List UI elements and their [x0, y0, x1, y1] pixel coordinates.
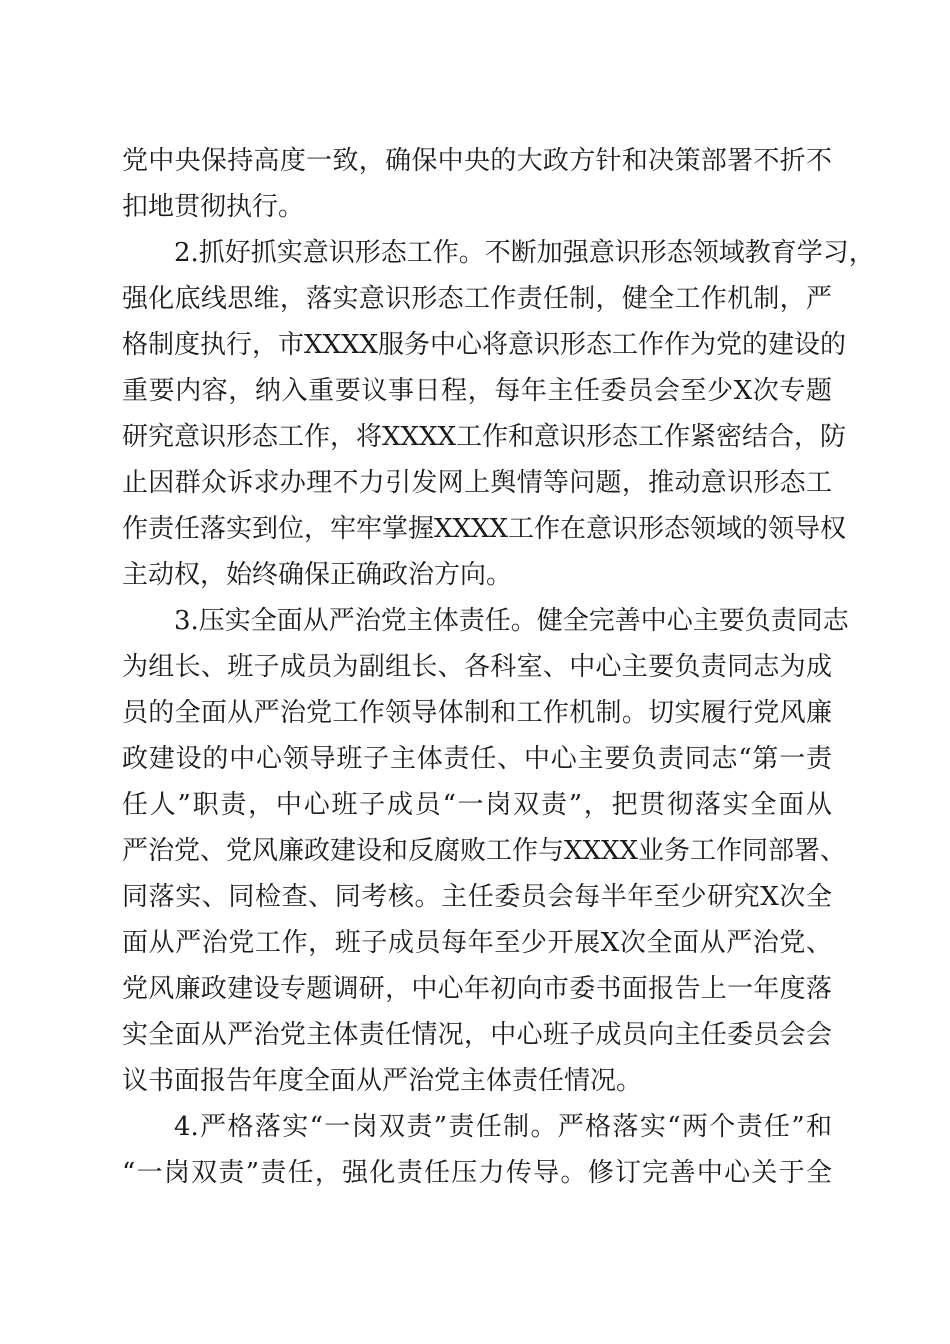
- text-line: 重要内容，纳入重要议事日程，每年主任委员会至少X次专题: [122, 376, 832, 406]
- document-body: [122, 138, 875, 1196]
- text-line: 党风廉政建设专题调研，中心年初向市委书面报告上一年度落: [122, 974, 832, 1004]
- paragraph-heading-line: 2.抓好抓实意识形态工作。不断加强意识形态领域教育学习，: [174, 238, 875, 268]
- text-line: 止因群众诉求办理不力引发网上舆情等问题，推动意识形态工: [122, 468, 832, 498]
- text-line: 作责任落实到位，牢牢掌握XXXX工作在意识形态领域的领导权: [122, 514, 847, 544]
- paragraph-heading-line: 3.压实全面从严治党主体责任。健全完善中心主要负责同志: [174, 606, 849, 636]
- text-line: 任人”职责，中心班子成员“一岗双责”，把贯彻落实全面从: [122, 790, 832, 820]
- text-line: 政建设的中心领导班子主体责任、中心主要负责同志“第一责: [122, 744, 832, 774]
- text-line: 实全面从严治党主体责任情况，中心班子成员向主任委员会会: [122, 1020, 832, 1050]
- text-line: 为组长、班子成员为副组长、各科室、中心主要负责同志为成: [122, 652, 832, 682]
- text-line: 研究意识形态工作，将XXXX工作和意识形态工作紧密结合，防: [122, 422, 847, 452]
- text-line: 员的全面从严治党工作领导体制和工作机制。切实履行党风廉: [122, 698, 832, 728]
- text-line: 议书面报告年度全面从严治党主体责任情况。: [122, 1066, 643, 1096]
- text-line: 主动权，始终确保正确政治方向。: [122, 560, 513, 590]
- text-line: “一岗双责”责任，强化责任压力传导。修订完善中心关于全: [122, 1158, 832, 1188]
- text-line: 党中央保持高度一致，确保中央的大政方针和决策部署不折不: [122, 146, 832, 176]
- text-line: 面从严治党工作，班子成员每年至少开展X次全面从严治党、: [122, 928, 832, 958]
- paragraph-heading-line: 4.严格落实“一岗双责”责任制。严格落实“两个责任”和: [174, 1112, 832, 1142]
- text-line: 扣地贯彻执行。: [122, 192, 305, 222]
- text-line: 严治党、党风廉政建设和反腐败工作与XXXX业务工作同部署、: [122, 836, 847, 866]
- text-line: 格制度执行，市XXXX服务中心将意识形态工作作为党的建设的: [122, 330, 847, 360]
- text-line: 强化底线思维，落实意识形态工作责任制，健全工作机制，严: [122, 284, 832, 314]
- text-line: 同落实、同检查、同考核。主任委员会每半年至少研究X次全: [122, 882, 832, 912]
